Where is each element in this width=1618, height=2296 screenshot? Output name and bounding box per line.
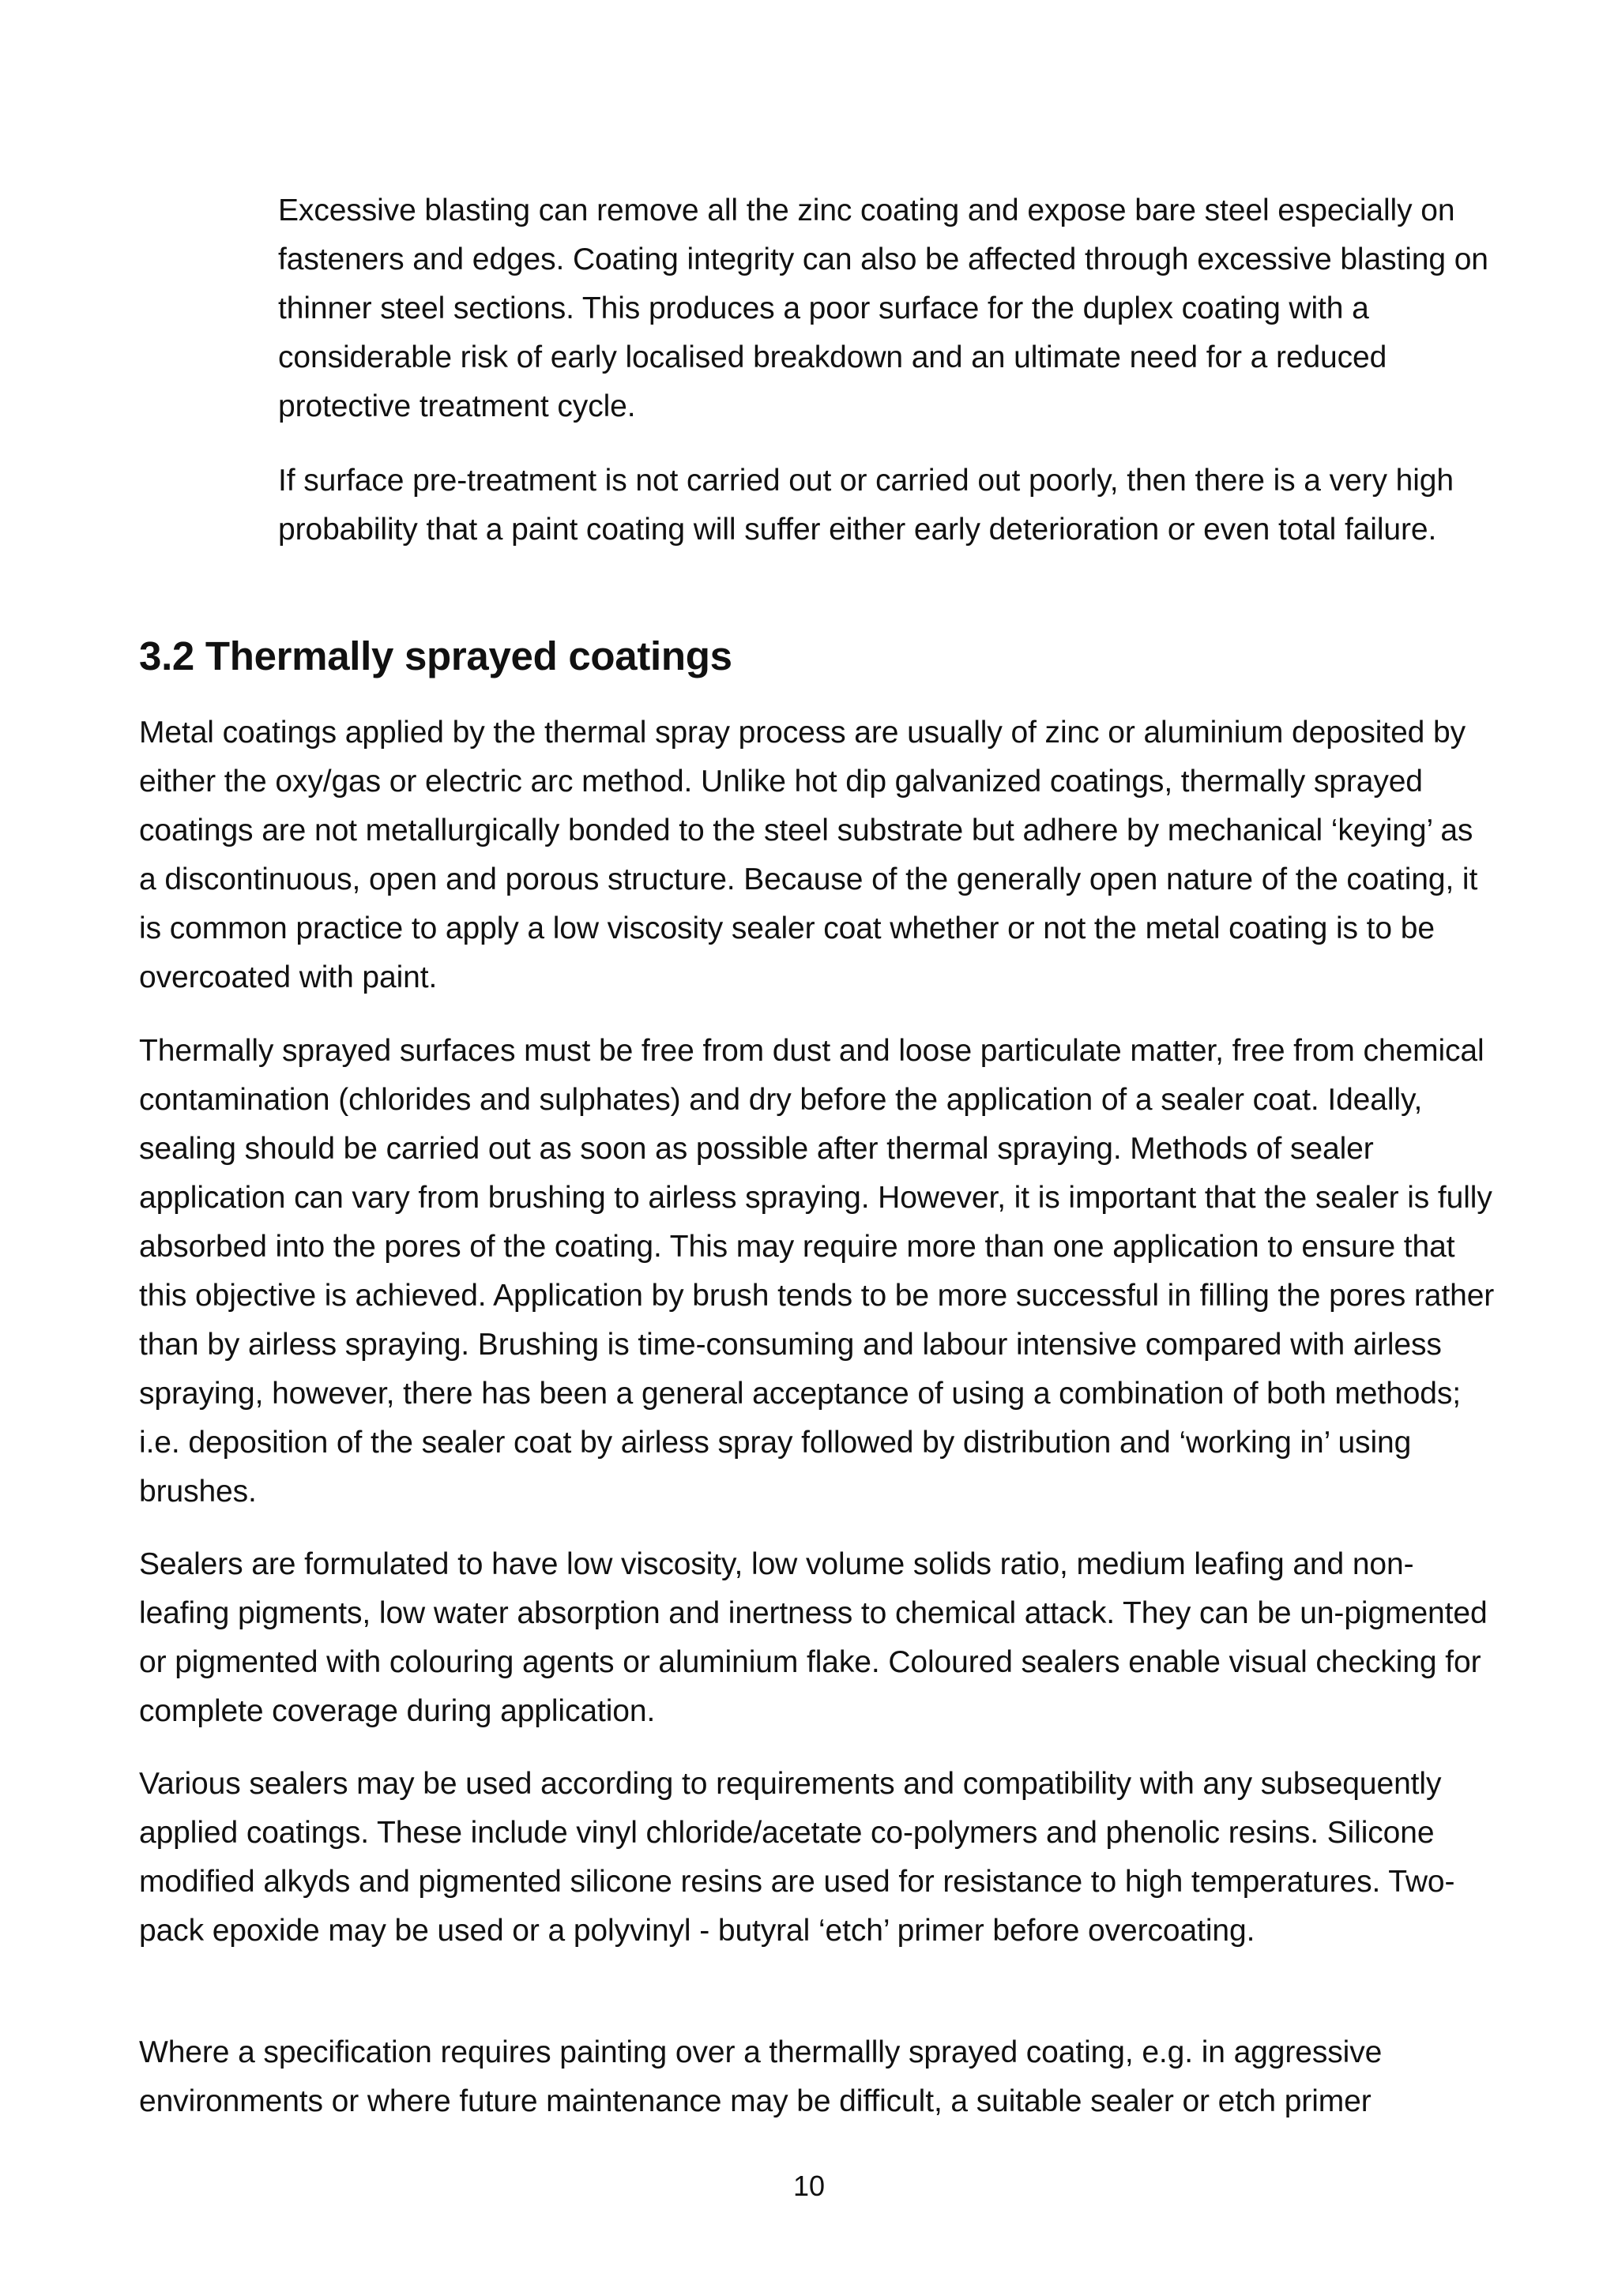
paragraph-sealers-formulation: Sealers are formulated to have low viscosity, low volume solids ratio, medium leafing and non-leafing pigments, low water absorption and inertness to chemical attack. They can be un-pigmented or pigmented with colouring agents or aluminium flake. Coloured sealers enable visual checking for complete coverage during application. [139,1547,1488,1728]
paragraph-various-sealers: Various sealers may be used according to requirements and compatibility with any subsequently applied coatings. These include vinyl chloride/acetate co-polymers and phenolic resins. Silicone modified alkyds and pigmented silicone resins are used for resistance to high temperatures. Two-pack epoxide may be used or a polyvinyl - butyral ‘etch’ primer before overcoating. [139,1767,1455,1948]
page-number: 10 [792,2170,826,2202]
paragraph-excessive-blasting: Excessive blasting can remove all the zinc coating and expose bare steel especially on fasteners and edges. Coating integrity can also be affected through excessive blasting on thinner steel sections. This produces a poor surface for the duplex coating with a considerable risk of early localised breakdown and an ultimate need for a reduced protective treatment cycle. [278,194,1488,423]
paragraph-painting-specification: Where a specification requires painting over a thermallly sprayed coating, e.g. in aggressive environments or where future maintenance may be difficult, a suitable sealer or etch primer [139,2035,1383,2118]
paragraph-metal-coatings: Metal coatings applied by the thermal spray process are usually of zinc or aluminium deposited by either the oxy/gas or electric arc method. Unlike hot dip galvanized coatings, thermally sprayed coatings are not metallurgically bonded to the steel substrate but adhere by mechanical ‘keying’ as a discontinuous, open and porous structure. Because of the generally open nature of the coating, it is common practice to apply a low viscosity sealer coat whether or not the metal coating is to be overcoated with paint. [139,716,1478,994]
paragraph-sprayed-surfaces: Thermally sprayed surfaces must be free from dust and loose particulate matter, free from chemical contamination (chlorides and sulphates) and dry before the application of a sealer coat. Ideally, sealing should be carried out as soon as possible after thermal spraying. Methods of sealer application can vary from brushing to airless spraying. However, it is important that the sealer is fully absorbed into the pores of the coating. This may require more than one application to ensure that this objective is achieved. Application by brush tends to be more successful in filling the pores rather than by airless spraying. Brushing is time-consuming and labour intensive compared with airless spraying, however, there has been a general acceptance of using a combination of both methods; i.e. deposition of the sealer coat by airless spray followed by distribution and ‘working in’ using brushes. [139,1034,1495,1509]
section-heading: 3.2 Thermally sprayed coatings [139,633,732,678]
paragraph-surface-pretreatment: If surface pre-treatment is not carried out or carried out poorly, then there is a very high probability that a paint coating will suffer either early deterioration or even total failure. [278,464,1454,547]
